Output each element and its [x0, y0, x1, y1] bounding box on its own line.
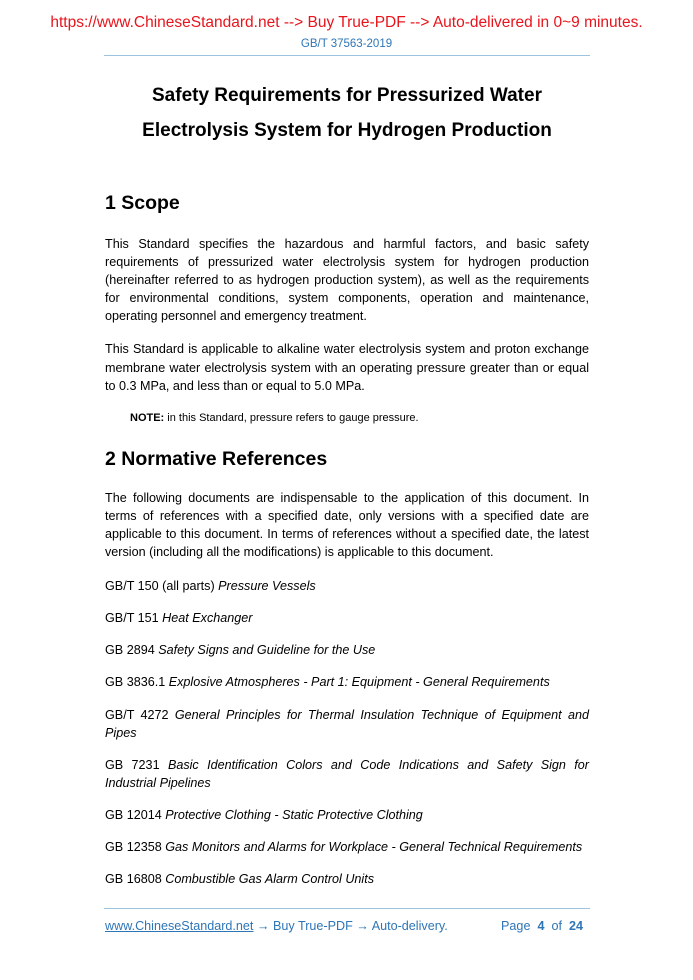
- reference-item: [105, 577, 589, 595]
- reference-code: GB 12014: [105, 807, 166, 822]
- reference-title: Combustible Gas Alarm Control Units: [165, 872, 375, 887]
- reference-code: GB 2894: [105, 643, 159, 658]
- page-indicator: [501, 918, 583, 934]
- reference-title: Pressure Vessels: [218, 579, 316, 594]
- reference-title: Explosive Atmospheres - Part 1: Equipment - General Requirements: [168, 675, 550, 690]
- reference-code: GB 7231: [105, 757, 168, 772]
- note-text: in this Standard, pressure refers to gauge pressure.: [164, 411, 419, 424]
- reference-item: [105, 806, 589, 824]
- reference-title: Heat Exchanger: [162, 611, 253, 626]
- footer-divider: [104, 908, 590, 909]
- page-label: Page: [501, 919, 531, 933]
- standard-number: GB/T 37563-2019: [300, 38, 393, 50]
- reference-item: [105, 756, 589, 792]
- scope-note: [105, 411, 589, 425]
- reference-code: GB 16808: [105, 872, 166, 887]
- of-label: of: [551, 919, 562, 933]
- footer-link[interactable]: www.ChineseStandard.net: [105, 919, 254, 933]
- reference-title: Protective Clothing - Static Protective Clothing: [165, 807, 423, 822]
- section-heading-scope: 1 Scope: [105, 192, 180, 214]
- reference-title: Gas Monitors and Alarms for Workplace - General Technical Requirements: [165, 839, 583, 854]
- note-label: NOTE:: [130, 411, 165, 424]
- reference-item: [105, 641, 589, 659]
- promo-banner[interactable]: https://www.ChineseStandard.net --> Buy True-PDF --> Auto-delivered in 0~9 minutes.: [50, 14, 643, 31]
- reference-list: [105, 577, 589, 888]
- document-title-line2: Electrolysis System for Hydrogen Production: [142, 120, 552, 141]
- page-number: 4: [537, 919, 545, 933]
- document-title-line1: Safety Requirements for Pressurized Water: [152, 85, 542, 106]
- reference-code: GB/T 151: [105, 611, 163, 626]
- reference-title: General Principles for Thermal Insulation Technique of Equipment and Pipes: [105, 707, 589, 740]
- header-divider: [104, 55, 590, 56]
- reference-code: GB 12358: [105, 839, 166, 854]
- page-total: 24: [568, 919, 583, 933]
- reference-item: [105, 838, 589, 856]
- reference-item: [105, 870, 589, 888]
- reference-code: GB/T 150 (all parts): [105, 579, 219, 594]
- reference-item: [105, 673, 589, 691]
- references-intro-paragraph: The following documents are indispensable to the application of this document. In terms of references with a specified date, only versions with a specified date are applicable to this document. In terms of references without a specified date, the latest version (including all the modifications) is applicable to this document.: [105, 490, 589, 560]
- reference-item: [105, 609, 589, 627]
- section-heading-normative-references: 2 Normative References: [105, 447, 328, 470]
- reference-title: Basic Identification Colors and Code Indications and Safety Sign for Industrial Pipelines: [105, 757, 589, 790]
- reference-item: [105, 706, 589, 742]
- reference-code: GB/T 4272: [105, 707, 175, 722]
- footer-text: → Buy True-PDF → Auto-delivery.: [253, 919, 448, 933]
- reference-code: GB 3836.1: [105, 675, 169, 690]
- footer: [105, 918, 589, 934]
- scope-paragraph-2: This Standard is applicable to alkaline water electrolysis system and proton exchange membrane water electrolysis system with an operating pressure greater than or equal to 0.3 MPa, and less than or equal to 5.0 MPa.: [105, 342, 589, 393]
- scope-paragraph-1: This Standard specifies the hazardous and harmful factors, and basic safety requirements of pressurized water electrolysis system for hydrogen production (hereinafter referred to as hydrogen production system), as well as the requirements for environmental conditions, system components, operation and maintenance, operating personnel and emergency treatment.: [105, 237, 589, 324]
- document-body: [105, 78, 589, 888]
- reference-title: Safety Signs and Guideline for the Use: [158, 643, 376, 658]
